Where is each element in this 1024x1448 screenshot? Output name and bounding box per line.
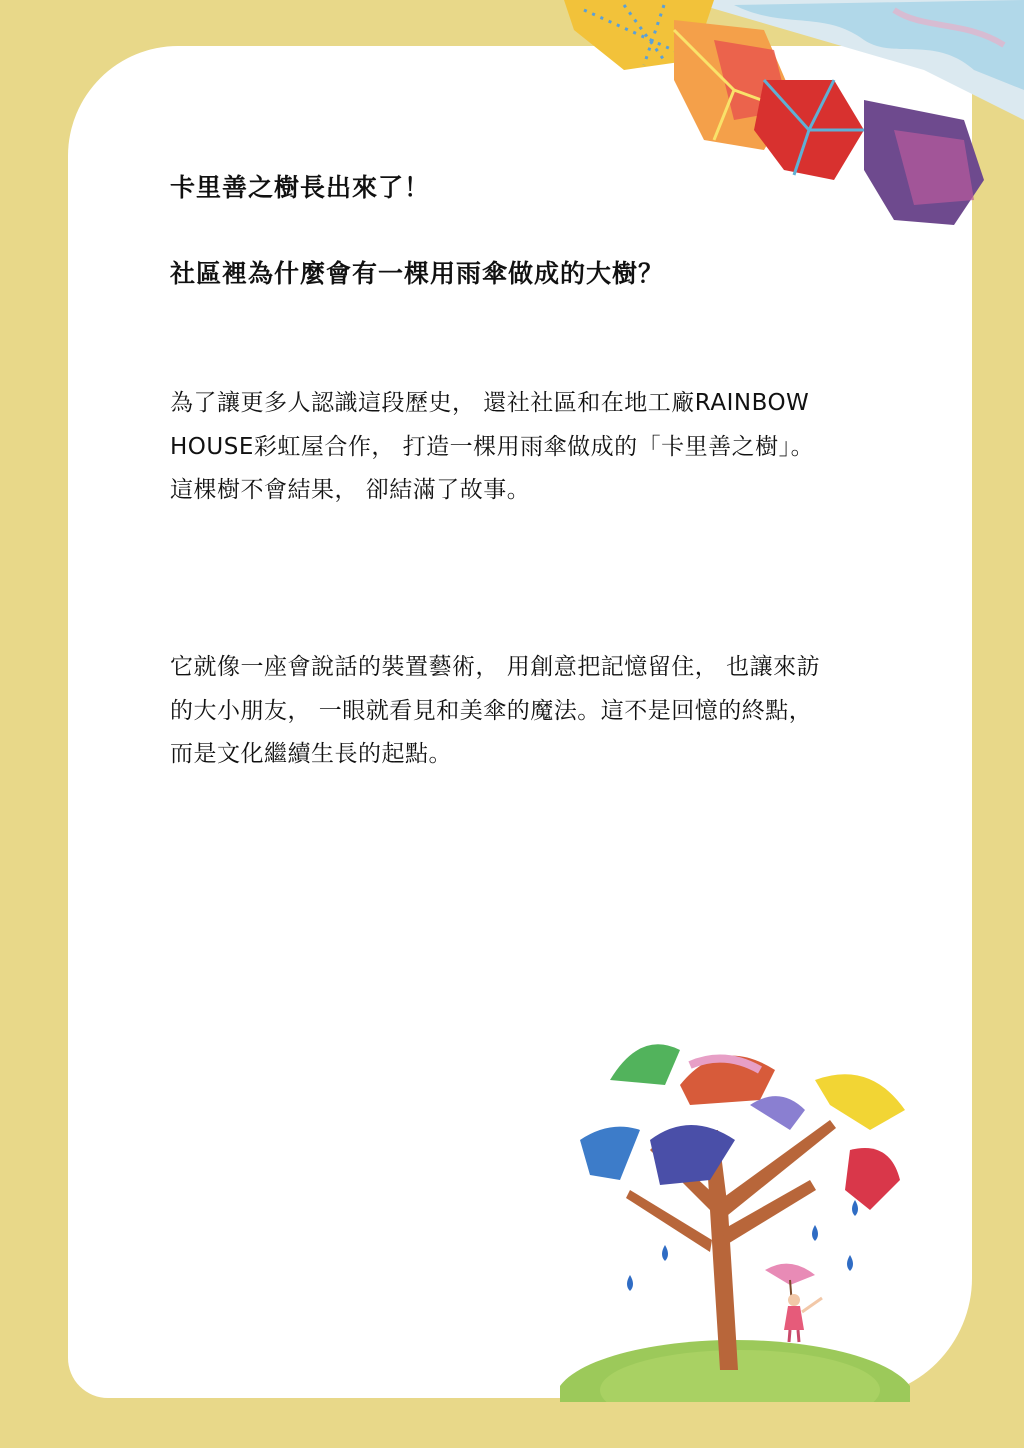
page-title: 卡里善之樹長出來了！ xyxy=(170,173,431,202)
umbrella-tree-illustration xyxy=(560,1030,910,1402)
section-question: 社區裡為什麼會有一棵用雨傘做成的大樹？ xyxy=(170,259,665,288)
paragraph-art: 它就像一座會說話的裝置藝術， 用創意把記憶留住， 也讓來訪的大小朋友， 一眼就看見和美傘的魔法。這不是回憶的終點， 而是文化繼續生長的起點。 xyxy=(170,654,821,767)
paragraph-history: 為了讓更多人認識這段歷史， 還社社區和在地工廠RAINBOW HOUSE彩虹屋合作， 打造一棵用雨傘做成的「卡里善之樹」。 這棵樹不會結果， 卻結滿了故事。 xyxy=(170,390,815,503)
